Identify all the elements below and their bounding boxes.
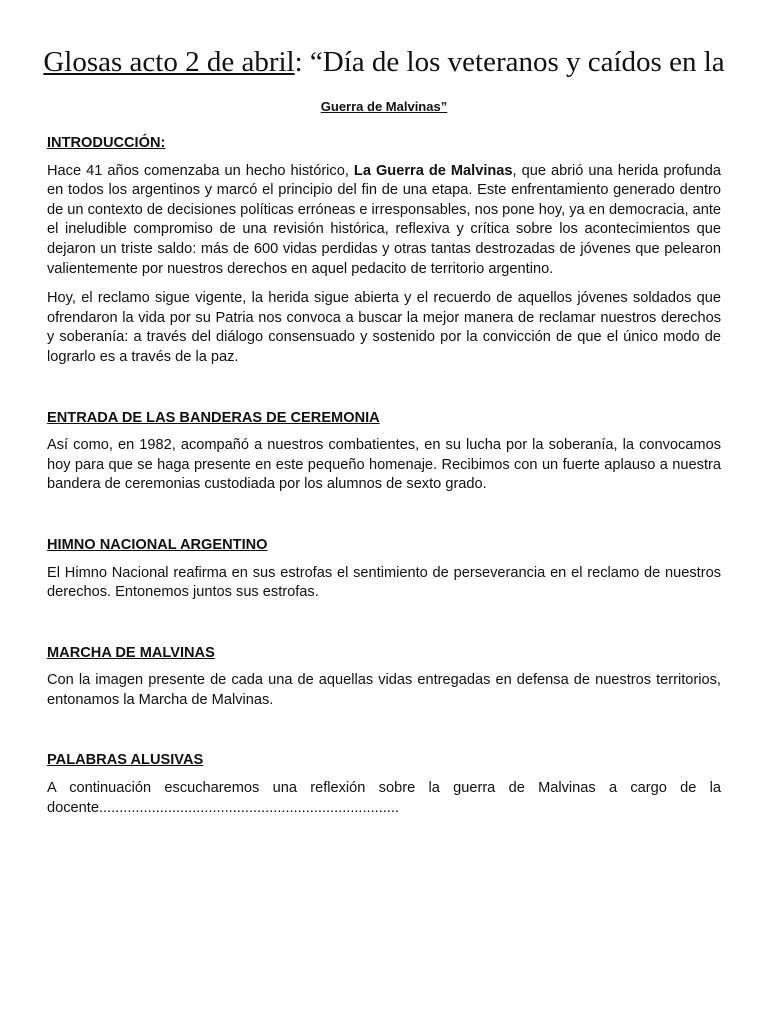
intro-heading-text: INTRODUCCIÓN <box>47 135 161 151</box>
section-heading-banderas: ENTRADA DE LAS BANDERAS DE CEREMONIA <box>47 409 380 426</box>
intro-paragraph-1 <box>47 162 721 280</box>
section-heading-intro <box>47 134 721 154</box>
intro-p1-bold: La Guerra de Malvinas <box>353 162 513 179</box>
marcha-paragraph: Con la imagen presente de cada una de aquellas vidas entregadas en defensa de nuestros territorios, entonamos la Marcha de Malvinas. <box>47 672 721 708</box>
palabras-paragraph: A continuación escucharemos una reflexión sobre la guerra de Malvinas a cargo de la docente.......................................................................... <box>47 780 721 816</box>
section-heading-marcha: MARCHA DE MALVINAS <box>47 644 215 661</box>
banderas-paragraph: Así como, en 1982, acompañó a nuestros combatientes, en su lucha por la soberanía, la convocamos hoy para que se haga presente en este pequeño homenaje. Recibimos con un fuerte aplauso a nuestra bandera de ceremonias custodiada por los alumnos de sexto grado. <box>47 437 721 493</box>
intro-heading-colon: : <box>160 135 166 151</box>
document-title <box>40 42 728 127</box>
document-body <box>47 134 721 818</box>
section-heading-palabras: PALABRAS ALUSIVAS <box>47 752 204 769</box>
title-underlined-part: Glosas acto 2 de abril <box>43 46 295 78</box>
intro-p1-start: Hace 41 años comenzaba un hecho histórico, <box>47 162 354 179</box>
intro-paragraph-2: Hoy, el reclamo sigue vigente, la herida sigue abierta y el recuerdo de aquellos jóvenes soldados que ofrendaron la vida por su Patria nos convoca a buscar la mejor manera de reclamar nuestros derechos y soberanía: a través del diálogo consensuado y sostenido por la convicción de que el único modo de lograrlo es a través de la paz. <box>47 290 721 365</box>
himno-paragraph: El Himno Nacional reafirma en sus estrofas el sentimiento de perseverancia en el reclamo de nuestros derechos. Entonemos juntos sus estrofas. <box>47 564 721 601</box>
title-small-part: Guerra de Malvinas” <box>320 99 448 114</box>
section-heading-himno: HIMNO NACIONAL ARGENTINO <box>47 536 268 553</box>
intro-p1-rest: , que abrió una herida profunda en todos los argentinos y marcó el principio del fin de una etapa. Este enfrentamiento generado dentro de un contexto de decisiones políticas erróneas e irresponsables, nos pone hoy, ya en democracia, ante el ineludible compromiso de una revisión histórica, reflexiva y crítica sobre los acontecimientos que dejaron un triste saldo: más de 600 vidas perdidas y otras tantas destrozadas de jóvenes que pelearon valientemente por nuestros derechos en aquel pedacito de territorio argentino. <box>47 162 721 277</box>
title-main-part: : “Día de los veteranos y caídos en la <box>294 46 725 78</box>
